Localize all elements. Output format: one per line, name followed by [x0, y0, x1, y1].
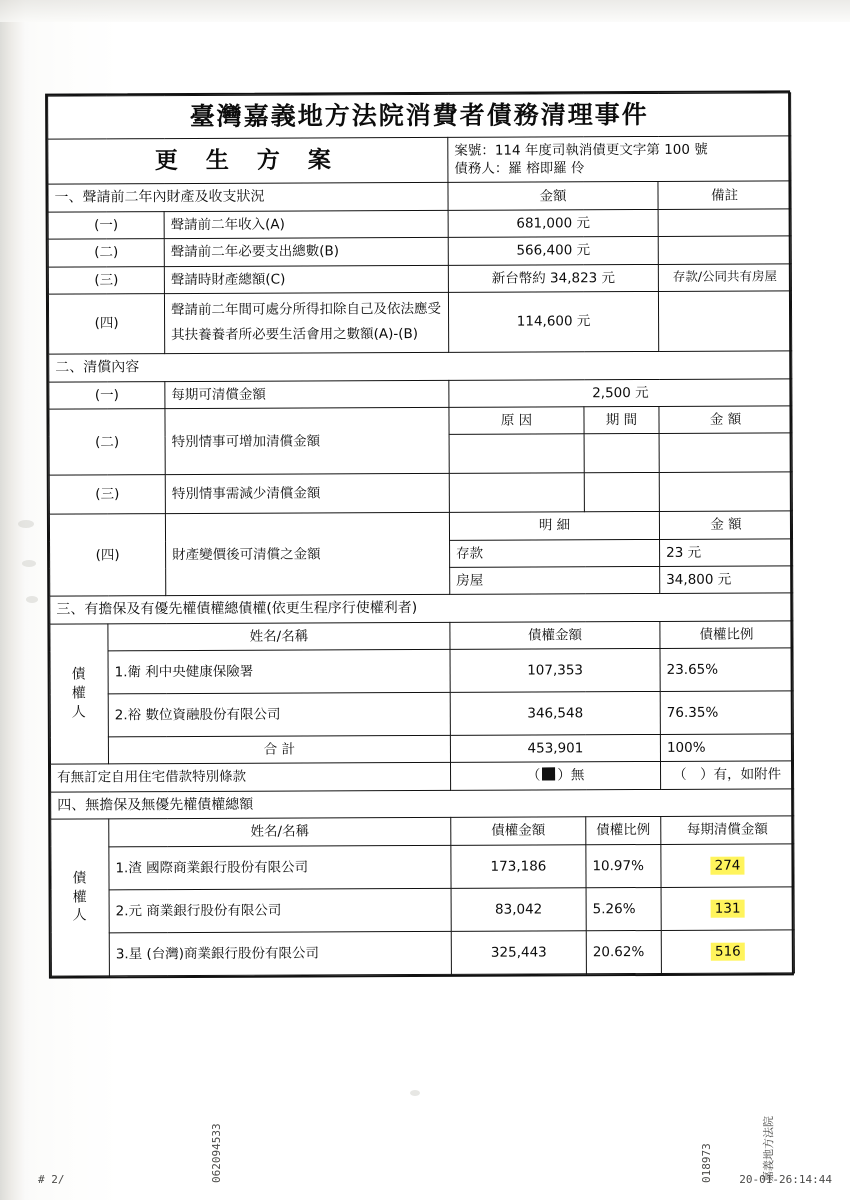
section2-row4-label: 財產變價後可清償之金額	[165, 513, 449, 596]
section4-row3-per-period	[661, 930, 794, 974]
section4-row3-name: 3.星 (台灣)商業銀行股份有限公司	[109, 931, 451, 975]
footer-code: 018973	[700, 1143, 713, 1183]
section1-row1-label: 聲請前二年收入(A)	[164, 210, 448, 238]
mortgage-clause-yes-label: 有，如附件	[713, 766, 782, 784]
scan-footer	[0, 1116, 850, 1200]
table-row	[51, 844, 794, 890]
debtor-name-value: 羅 榕即羅 伶	[508, 160, 585, 177]
section3-creditor-label-char2: 權	[71, 685, 87, 702]
section1-row4-note	[658, 291, 791, 352]
section1-heading: 一、聲請前二年內財產及收支狀況	[48, 183, 448, 213]
table-row	[50, 648, 793, 694]
section3-total-amount: 453,901	[450, 735, 660, 763]
section3-row1-ratio: 23.65%	[660, 648, 793, 692]
section2-row2-reason	[449, 434, 584, 474]
section1-row4-label: 聲請前二年間可處分所得扣除自己及依法應受其扶養養者所必要生活會用之數額(A)-(B)	[164, 292, 448, 354]
table-row	[48, 263, 791, 293]
section1-row3-amount: 新台幣約 34,823 元	[448, 264, 658, 292]
section2-heading: 二、清償內容	[49, 351, 792, 382]
scan-smudge	[26, 596, 38, 603]
section1-row1-index: (一)	[48, 212, 164, 240]
table-row	[51, 887, 794, 933]
section3-total-ratio: 100%	[660, 734, 793, 762]
section4-row1-per-period	[661, 844, 794, 888]
court-form-document	[45, 90, 794, 978]
page-title: 臺灣嘉義地方法院消費者債務清理事件	[48, 93, 791, 139]
footer-fax-id: 062094533	[210, 1123, 223, 1183]
section3-row2-amount: 346,548	[450, 692, 660, 736]
section3-total-label: 合 計	[108, 735, 450, 764]
section1-row2-label: 聲請前二年必要支出總數(B)	[164, 238, 448, 266]
table-row	[48, 209, 791, 239]
mortgage-clause-label: 有無訂定自用住宅借款特別條款	[51, 763, 451, 792]
section1-row3-label: 聲請時財產總額(C)	[164, 265, 448, 293]
scan-smudge	[22, 560, 36, 567]
table-row	[50, 691, 793, 737]
highlighted-value: 274	[711, 856, 745, 874]
section1-col-note: 備註	[658, 181, 791, 209]
debtor-label: 債務人：	[454, 160, 509, 177]
section4-creditor-label-char3: 人	[72, 907, 88, 925]
scan-edge-shadow-top	[0, 0, 850, 22]
section4-header-amount: 債權金額	[451, 817, 586, 845]
section2-subheader-reason: 原 因	[449, 407, 584, 435]
section2-detail-item2-name: 房屋	[450, 566, 660, 594]
section1-row1-note	[658, 209, 791, 237]
highlighted-value: 131	[711, 899, 745, 917]
section2-row4-index: (四)	[49, 514, 165, 596]
section3-row2-ratio: 76.35%	[660, 691, 793, 735]
section2-row3-index: (三)	[49, 475, 165, 515]
case-number-label: 案號：	[454, 142, 495, 159]
table-row	[49, 472, 792, 514]
table-row	[50, 734, 793, 764]
section1-row3-note: 存款/公同共有房屋	[658, 263, 791, 291]
case-info	[448, 136, 791, 183]
section2-row3-label: 特別情事需減少清償金額	[165, 474, 449, 514]
section1-row2-note	[658, 236, 791, 264]
section3-row1-name: 1.衛 利中央健康保險署	[108, 649, 450, 693]
case-number-value: 114 年度司執消債更文字第 100 號	[494, 141, 708, 159]
table-row	[48, 291, 791, 355]
section4-creditor-label-char2: 權	[72, 889, 88, 906]
section4-header-name: 姓名/名稱	[109, 818, 451, 847]
section1-col-amount: 金額	[448, 182, 658, 211]
mortgage-clause-yes-option[interactable]	[660, 761, 793, 789]
section3-header-ratio: 債權比例	[660, 621, 793, 649]
section4-creditor-label	[51, 819, 110, 975]
section2-detail-header: 明 細	[449, 512, 659, 540]
section2-row2-period	[584, 434, 659, 473]
section1-row4-index: (四)	[48, 293, 164, 354]
footer-timestamp: 20-01-26:14:44	[739, 1173, 832, 1186]
table-row	[48, 236, 791, 266]
section3-heading: 三、有擔保及有優先權債權總債權(依更生程序行使權利者)	[50, 593, 793, 624]
highlighted-value: 516	[711, 942, 745, 960]
section2-row1-amount: 2,500 元	[449, 379, 792, 408]
section2-row2-index: (二)	[49, 409, 165, 476]
section2-row2-amount	[659, 433, 792, 473]
section2-row1-label: 每期可清償金額	[165, 380, 449, 408]
checkbox-checked[interactable]: （ ）	[526, 767, 571, 784]
section2-subheader-amount: 金 額	[659, 406, 792, 434]
scan-smudge	[18, 520, 34, 528]
section4-row2-name: 2.元 商業銀行股份有限公司	[109, 888, 451, 932]
section3-creditor-label-char1: 債	[71, 666, 87, 683]
section1-row2-amount: 566,400 元	[448, 237, 658, 265]
section3-row2-name: 2.裕 數位資融股份有限公司	[108, 692, 450, 736]
section3-creditor-label-char3: 人	[71, 704, 87, 721]
section1-row3-index: (三)	[48, 266, 164, 294]
table-row	[51, 930, 794, 976]
section4-row1-ratio: 10.97%	[586, 844, 661, 887]
section4-row2-ratio: 5.26%	[586, 887, 661, 930]
checkbox-unchecked[interactable]: （ ）	[673, 767, 714, 784]
section1-row2-index: (二)	[48, 239, 164, 267]
mortgage-clause-no-label: 無	[570, 767, 585, 784]
section2-subheader-period: 期 間	[584, 407, 659, 435]
section4-row3-amount: 325,443	[451, 930, 586, 974]
section4-row1-name: 1.渣 國際商業銀行股份有限公司	[109, 845, 451, 889]
section4-header-per-period: 每期清償金額	[661, 816, 794, 844]
scan-edge-shadow-left	[0, 0, 26, 1200]
section2-detail-item2-amount: 34,800 元	[660, 566, 793, 594]
section2-row3-amount	[659, 472, 792, 512]
footer-page-mark: # 2/	[38, 1173, 65, 1186]
section1-row4-amount: 114,600 元	[448, 291, 658, 352]
section2-detail-amount-header: 金 額	[659, 511, 792, 539]
table-row	[49, 379, 792, 409]
section4-row1-amount: 173,186	[451, 844, 586, 888]
scan-smudge	[410, 1090, 420, 1096]
section2-row1-index: (一)	[49, 382, 165, 410]
section3-row1-amount: 107,353	[450, 649, 660, 693]
section4-row2-amount: 83,042	[451, 887, 586, 931]
section2-detail-item1-amount: 23 元	[660, 538, 793, 566]
section2-detail-item1-name: 存款	[450, 539, 660, 567]
section4-heading: 四、無擔保及無優先權債權總額	[51, 788, 794, 819]
form-table	[47, 92, 795, 976]
form-subtitle: 更 生 方 案	[48, 137, 448, 184]
section2-row2-label: 特別情事可增加清償金額	[165, 407, 449, 474]
section4-creditor-label-char1: 債	[72, 870, 88, 887]
section4-row3-ratio: 20.62%	[586, 930, 661, 973]
section4-header-ratio: 債權比例	[586, 817, 661, 845]
section3-header-amount: 債權金額	[450, 621, 660, 649]
section2-row3-period	[584, 473, 659, 512]
section3-creditor-label	[50, 624, 109, 765]
section2-row3-reason	[449, 473, 584, 513]
section3-header-name: 姓名/名稱	[108, 622, 450, 651]
section4-row2-per-period	[661, 887, 794, 931]
footer-office: 嘉義地方法院	[762, 1116, 775, 1182]
section1-row1-amount: 681,000 元	[448, 210, 658, 238]
mortgage-clause-no-option[interactable]	[450, 762, 660, 790]
